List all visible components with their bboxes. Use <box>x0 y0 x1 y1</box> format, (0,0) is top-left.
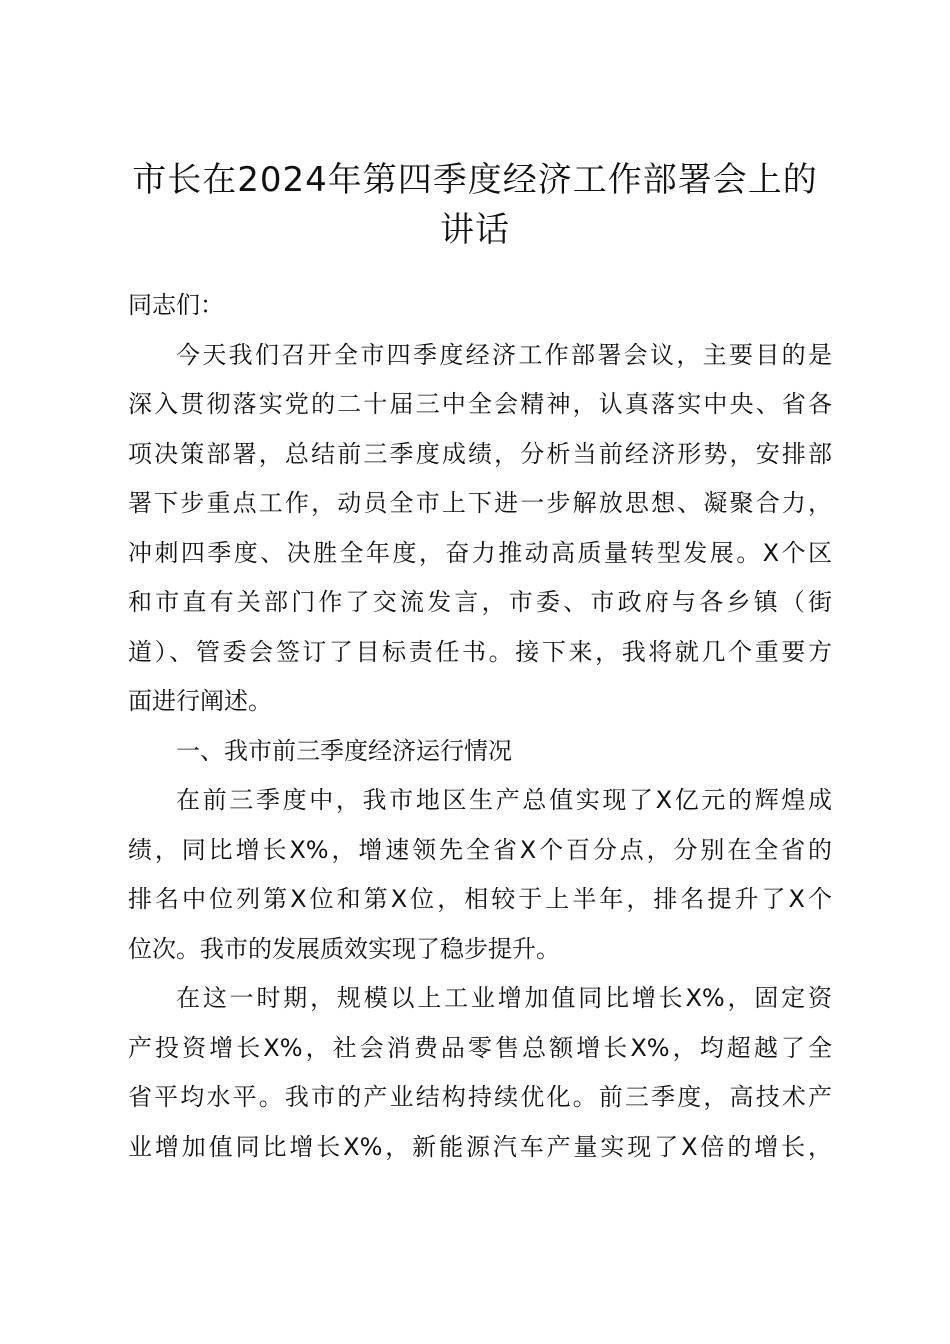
body-text-line: 一、我市前三季度经济运行情况 <box>176 736 512 765</box>
title-line-1: 市长在2024年第四季度经济工作部署会上的 <box>132 160 818 200</box>
document-title <box>100 155 850 255</box>
body-text-line: 绩，同比增长X%，增速领先全省X个百分点，分别在全省的 <box>128 835 832 864</box>
body-text-line: 排名中位列第X位和第X位，相较于上半年，排名提升了X个 <box>128 885 832 913</box>
title-line-2: 讲话 <box>440 210 510 250</box>
body-text-line: 深入贯彻落实党的二十届三中全会精神，认真落实中央、省各 <box>128 390 832 418</box>
body-text-line: 位次。我市的发展质效实现了稳步提升。 <box>128 934 560 963</box>
body-text-line: 冲刺四季度、决胜全年度，奋力推动高质量转型发展。X个区 <box>128 538 832 567</box>
body-text-line: 在前三季度中，我市地区生产总值实现了X亿元的辉煌成 <box>176 786 832 814</box>
body-text-line: 在这一时期，规模以上工业增加值同比增长X%，固定资 <box>176 984 832 1012</box>
body-text-line: 署下步重点工作，动员全市上下进一步解放思想、凝聚合力， <box>128 489 832 517</box>
body-text-line: 项决策部署，总结前三季度成绩，分析当前经济形势，安排部 <box>128 439 832 468</box>
body-text-line: 产投资增长X%，社会消费品零售总额增长X%，均超越了全 <box>128 1033 832 1062</box>
body-text-line: 同志们： <box>128 291 224 319</box>
body-text-line: 和市直有关部门作了交流发言，市委、市政府与各乡镇（街 <box>128 588 832 616</box>
body-text-line: 业增加值同比增长X%，新能源汽车产量实现了X倍的增长， <box>128 1132 832 1161</box>
body-text-line: 今天我们召开全市四季度经济工作部署会议，主要目的是 <box>176 340 832 369</box>
document-body <box>128 287 832 1178</box>
body-text-line: 省平均水平。我市的产业结构持续优化。前三季度，高技术产 <box>128 1083 832 1111</box>
body-text-line: 面进行阐述。 <box>128 687 272 715</box>
body-text-line: 道）、管委会签订了目标责任书。接下来，我将就几个重要方 <box>128 637 832 666</box>
